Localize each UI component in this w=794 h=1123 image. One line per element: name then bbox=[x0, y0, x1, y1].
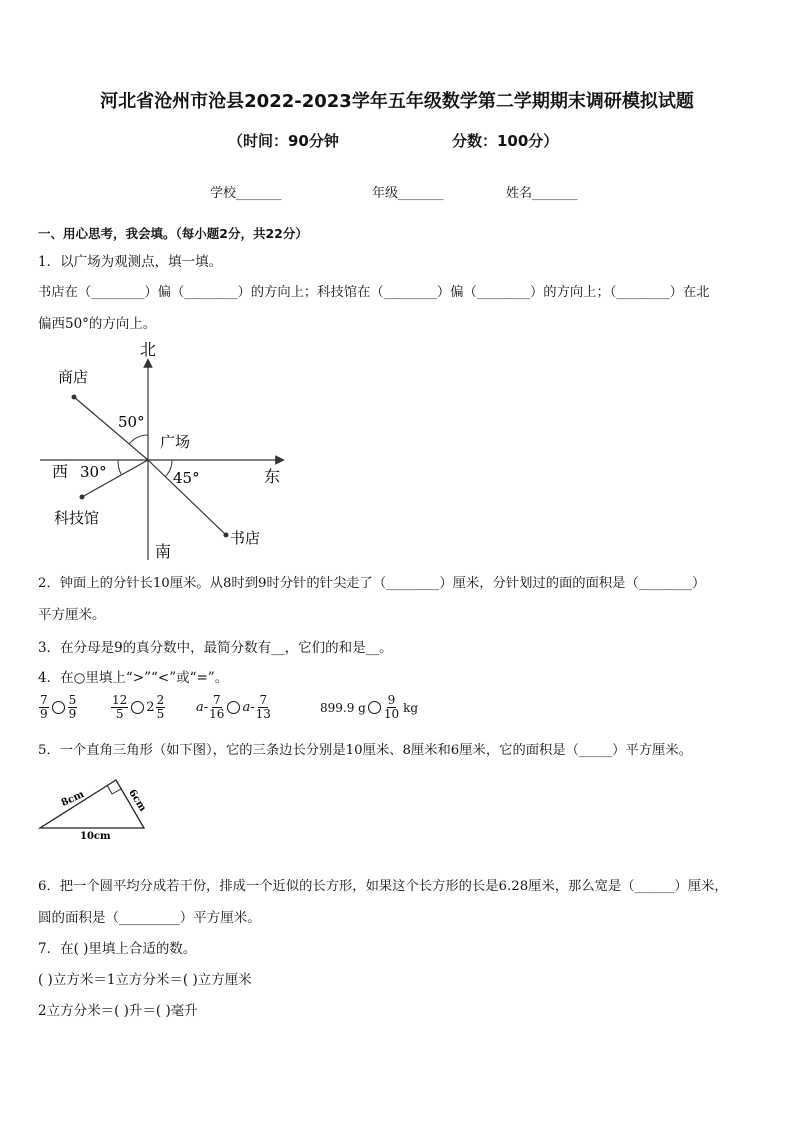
shop-point bbox=[72, 395, 77, 400]
right-angle-mark bbox=[107, 785, 121, 794]
angle-shop-label: 50° bbox=[118, 413, 145, 431]
question-7-line1: ( )立方米＝1立方分米＝( )立方厘米 bbox=[38, 972, 252, 988]
angle-arc-museum bbox=[118, 460, 121, 474]
compare-1: $\frac{7}{9}$ $\frac{5}{9}$ bbox=[40, 693, 77, 721]
angle-arc-shop bbox=[129, 435, 148, 444]
school-field[interactable]: 学校_______ bbox=[210, 186, 282, 201]
east-label: 东 bbox=[264, 467, 281, 486]
section-heading: 一、用心思考，我会填。（每小题2分，共22分） bbox=[38, 226, 308, 241]
compare-circle[interactable] bbox=[368, 701, 381, 714]
shop-label: 商店 bbox=[58, 368, 89, 386]
question-2-line2: 平方厘米。 bbox=[38, 607, 106, 623]
side-a-label: 8cm bbox=[59, 789, 86, 810]
side-c-label: 10cm bbox=[80, 831, 111, 842]
name-field[interactable]: 姓名_______ bbox=[506, 186, 578, 201]
right-triangle bbox=[36, 774, 156, 844]
angle-museum-label: 30° bbox=[80, 463, 107, 481]
question-2-line1: 2．钟面上的分针长10厘米。从8时到9时分针的针尖走了（________）厘米，分针划过的面的面积是（________） bbox=[38, 576, 706, 591]
compare-circle[interactable] bbox=[52, 701, 65, 714]
museum-point bbox=[80, 495, 85, 500]
question-6-line1: 6．把一个圆平均分成若干份，排成一个近似的长方形，如果这个长方形的长是6.28厘米，那么宽是（______）厘米， bbox=[38, 879, 728, 894]
page-title: 河北省沧州市沧县2022-2023学年五年级数学第二学期期末调研模拟试题 bbox=[100, 91, 694, 112]
question-7-line2: 2立方分米＝( )升＝( )毫升 bbox=[38, 1003, 198, 1019]
angle-bookstore-label: 45° bbox=[173, 469, 200, 487]
question-1-line2: 偏西50°的方向上。 bbox=[38, 316, 157, 332]
direction-diagram bbox=[40, 335, 300, 565]
question-5: 5．一个直角三角形（如下图），它的三条边长分别是10厘米、8厘米和6厘米，它的面积是（_____）平方厘米。 bbox=[38, 743, 692, 758]
north-label: 北 bbox=[140, 340, 157, 359]
compare-circle[interactable] bbox=[131, 701, 144, 714]
side-b-label: 6cm bbox=[126, 787, 148, 814]
bookstore-point bbox=[224, 533, 229, 538]
compare-4: 899.9 g $\frac{9}{10}$ kg bbox=[320, 693, 419, 721]
west-label: 西 bbox=[52, 462, 69, 481]
question-1-line1: 书店在（________）偏（________）的方向上；科技馆在（________）偏（________）的方向上；（________）在北 bbox=[38, 285, 710, 300]
triangle-shape bbox=[40, 780, 144, 828]
grade-field[interactable]: 年级_______ bbox=[372, 186, 444, 201]
question-7-stem: 7．在( )里填上合适的数。 bbox=[38, 941, 197, 957]
center-label: 广场 bbox=[160, 433, 191, 451]
compare-circle[interactable] bbox=[227, 701, 240, 714]
museum-label: 科技馆 bbox=[54, 509, 100, 527]
bookstore-label: 书店 bbox=[230, 529, 261, 547]
question-6-line2: 圆的面积是（_________）平方厘米。 bbox=[38, 910, 261, 926]
question-4-stem: 4．在○里填上“>”“<”或“=”。 bbox=[38, 670, 229, 686]
south-label: 南 bbox=[155, 542, 172, 561]
compare-2: $\frac{12}{5}$ 2 $\frac{2}{5}$ bbox=[112, 693, 165, 721]
compare-3: a - $\frac{7}{16}$ a - $\frac{7}{13}$ bbox=[196, 693, 271, 721]
angle-arc-bookstore bbox=[165, 460, 172, 477]
question-3: 3．在分母是9的真分数中，最简分数有__，它们的和是__。 bbox=[38, 640, 393, 656]
exam-score: 分数：100分） bbox=[452, 132, 559, 150]
exam-time: （时间：90分钟 bbox=[228, 132, 339, 150]
question-1-stem: 1．以广场为观测点，填一填。 bbox=[38, 254, 223, 270]
